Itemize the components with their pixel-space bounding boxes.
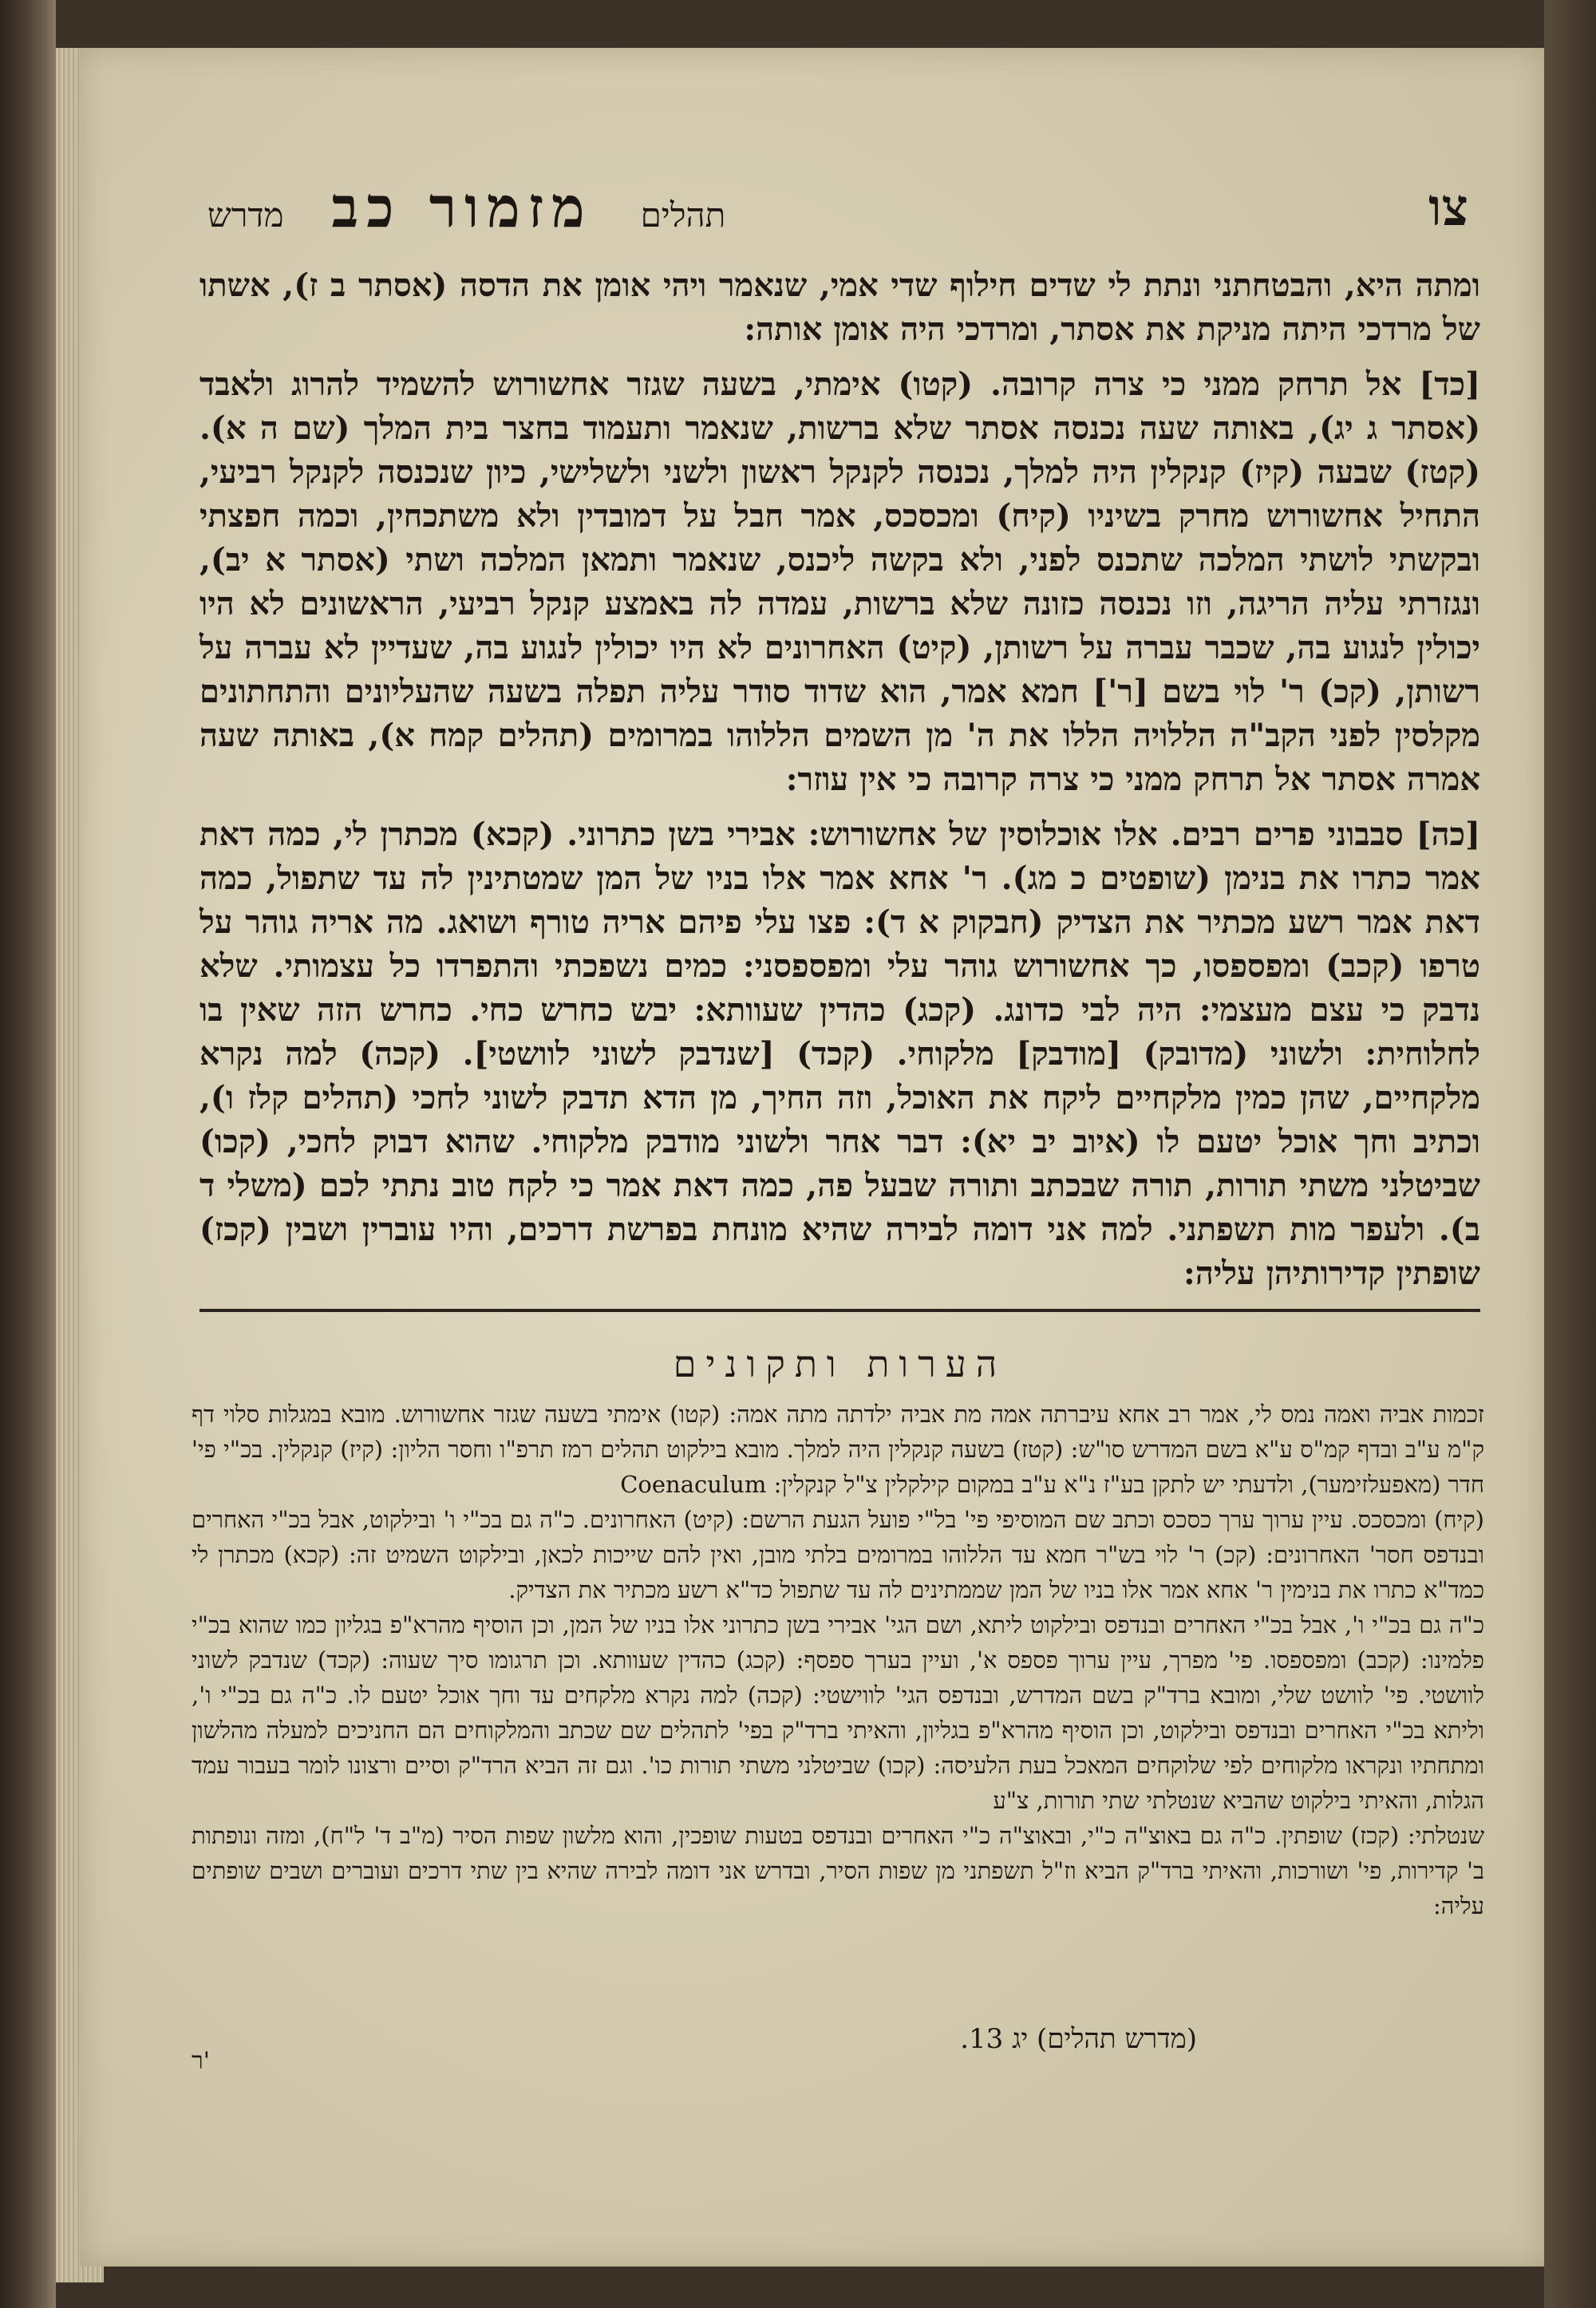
running-head — [207, 174, 725, 241]
note-paragraph: (קיח) ומכסכס. עיין ערוך ערך כסכס וכתב שם המוסיפי פי' בל"י פועל הגעת הרשם: (קיט) האחרונים. כ"ה גם בכ"י ו' ובילקוט, אבל בכ"י האחרים ובנדפס חסר' האחרונים: (קכ) ר' לוי בש"ר חמא עד הללוהו במרומים בלתי מובן, ואין להם שייכות לכאן, ובילקוט השמיט זה: (קכא) מכתרן לי כמד"א כתרו את בנימין ר' אחא אמר אלו בניו של המן שממתינים לה עד שתפול כד"א רשע מכתיר את הצדיק. — [192, 1506, 1484, 1603]
running-head-left: מדרש — [207, 196, 284, 235]
notes-title: הערות ותקונים — [673, 1342, 1007, 1385]
footer-corner-mark: ר' — [192, 2047, 210, 2075]
note-paragraph: זכמות אביה ואמה נמס לי, אמר רב אחא עיברתה אמה מת אביה ילדתה מתה אמה: (קטו) אימתי בשעה שגזר אחשורוש. מובא במגלות סלוי דף ק"מ ע"ב ובדף קמ"ס ע"א בשם המדרש סו"ש: (קטז) בשעה קנקלין היה למלך. מובא בילקוט תהלים רמז תרפ"ו וחסר הליון: (קיז) קנקלין. בכ"י פי' חדר (מאפעלזימער), ולדעתי יש לתקן בע"ז נ"א ע"ב במקום קילקלין צ"ל קנקלין: Coenaculum — [192, 1401, 1484, 1498]
notes-block — [192, 1397, 1484, 1923]
chapter-title: מזמור כב — [331, 174, 593, 240]
footer-signature-mark: (מדרש תהלים) יג 13. — [960, 2023, 1197, 2055]
paragraph-25: [כה] סבבוני פרים רבים. אלו אוכלוסין של אחשורוש: אבירי בשן כתרוני. (קכא) מכתרן לי, כמה דאת אמר כתרו את בנימן (שופטים כ מג). ר' אחא אמר אלו בניו של המן שמטתינין לה עד שתפול, כמה דאת אמר רשע מכתיר את הצדיק (חבקוק א ד): פצו עלי פיהם אריה טורף ושואג. מה אריה גוהר על טרפו (קכב) ומפספסו, כך אחשורוש גוהר עלי ומפספסני: כמים נשפכתי והתפרדו כל עצמותי. שלא נדבק כי עצם מעצמי: היה לבי כדונג. (קכג) כהדין שעוותא: יבש כחרש כחי. כחרש הזה שאין בו לחלוחית: ולשוני (מדובק) [מודבק] מלקוחי. (קכד) [שנדבק לשוני לוושטי]. (קכה) למה נקרא מלקחיים, שהן כמין מלקחיים ליקח את האוכל, וזה החיך, מן הדא תדבק לשוני לחכי (תהלים קלז ו), וכתיב וחך אוכל יטעם לו (איוב יב יא): דבר אחר ולשוני מודבק מלקוחי. שהוא דבוק לחכי, (קכו) שביטלני משתי תורות, תורה שבכתב ותורה שבעל פה, כמה דאת אמר כי לקח טוב נתתי לכם (משלי ד ב). ולעפר מות תשפתני. למה אני דומה לבירה שהיא מונחת בפרשת דרכים, והיו עוברין ושבין (קכז) שופתין קדירותיהן עליה: — [200, 816, 1480, 1292]
paragraph-intro: ומתה היא, והבטחתני ונתת לי שדים חילוף שדי אמי, שנאמר ויהי אומן את הדסה (אסתר ב ז), אשתו של מרדכי היתה מניקת את אסתר, ומרדכי היה אומן אותה: — [200, 267, 1480, 348]
running-head-right: תהלים — [640, 196, 726, 235]
page-header — [207, 164, 1468, 251]
paragraph-24: [כד] אל תרחק ממני כי צרה קרובה. (קטו) אימתי, בשעה שגזר אחשורוש להשמיד להרוג ולאבד (אסתר ג יג), באותה שעה נכנסה אסתר שלא ברשות, שנאמר ותעמוד בחצר בית המלך (שם ה א). (קטז) שבעה (קיז) קנקלין היה למלך, נכנסה לקנקל ראשון ולשני ולשלישי, כיון שנכנסה לקנקל רביעי, התחיל אחשורוש מחרק בשיניו (קיח) ומכסכס, אמר חבל על דמובדין ולא משתכחין, וכמה חפצתי ובקשתי לושתי המלכה שתכנס לפני, ולא בקשה ליכנס, שנאמר ותמאן המלכה ושתי (אסתר א יב), ונגזרתי עליה הריגה, וזו נכנסה כזונה שלא ברשות, עמדה לה באמצע קנקל רביעי, הראשונים לא היו יכולין לנגוע בה, שכבר עברה על רשותן, (קיט) האחרונים לא היו יכולין לנגוע בה, שעדיין לא עברה על רשותן, (קכ) ר' לוי בשם [ר'] חמא אמר, הוא שדוד סודר עליה תפלה בשעה שהעליונים והתחתונים מקלסין לפני הקב"ה הללויה הללו את ה' מן השמים הללוהו במרומים (תהלים קמח א), באותה שעה אמרה אסתר אל תרחק ממני כי צרה קרובה כי אין עוזר: — [200, 366, 1481, 798]
note-paragraph: כ"ה גם בכ"י ו', אבל בכ"י האחרים ובנדפס ובילקוט ליתא, ושם הגי' אבירי בשן כתרוני אלו בניו של המן, וכן הוסיף מהרא"פ בגליון כמו שהוא בכ"י פלמינו: (קכב) ומפספסו. פי' מפרך, עיין ערוך פספס א', ועיין בערך ספסף: (קכג) כהדין שעוותא. וכן תרגומו סיך שעוה: (קכד) שנדבק לשוני לוושטי. פי' לוושט שלי, ומובא ברד"ק בשם המדרש, ובנדפס הגי' לווישטי: (קכה) למה נקרא מלקחים עד וחך אוכל יטעם לו. כ"ה גם בכ"י ו', וליתא בכ"י האחרים ובנדפס ובילקוט, וכן הוסיף מהרא"פ בגליון, והאיתי ברד"ק בפי' לתהלים שם שכתב והמלקוחים הם החניכים למעלה מהלשון ומתחתיו ונקראו מלקוחים לפי שלוקחים המאכל בעת הלעיסה: (קכו) שביטלני משתי תורות כו'. וגם זה הביא הרד"ק וסיים ורצונו לומר בעבור עמד הגלות, והאיתי בילקוט שהביא שנטלתי שתי תורות, צ"ע — [192, 1611, 1484, 1814]
page-number: צו — [1428, 177, 1468, 238]
note-paragraph: שנטלתי: (קכז) שופתין. כ"ה גם באוצ"ה כ"י, ובאוצ"ה כ"י האחרים ובנדפס בטעות שופכין, והוא מלשון שפות הסיר (מ"ב ד' ל"ח), ומזה ונופתות ב' קדירות, פי' ושורכות, והאיתי ברד"ק הביא וז"ל תשפתני מן שפות הסיר, ובדרש אני דומה לבירה שהיא בין שתי דרכים ועוברים ושבים שופתים עליה: — [192, 1822, 1484, 1919]
section-divider — [200, 1309, 1480, 1312]
book-cover-right — [1544, 0, 1596, 2308]
main-text-block — [200, 263, 1480, 1295]
book-spine-left — [0, 0, 56, 2308]
